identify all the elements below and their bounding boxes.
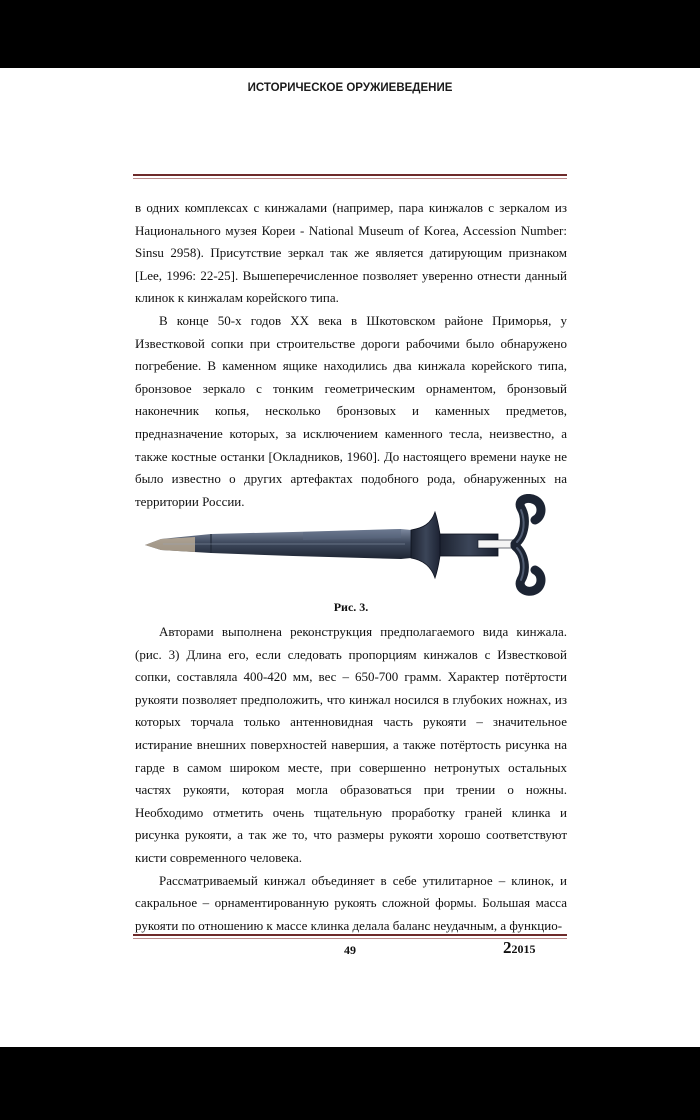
paragraph-continuation: в одних комплексах с кинжалами (например, пара кинжалов с зеркалом из Национального музея Кореи - National Museum of Korea, Accession Number: Sinsu 2958). Присутствие зеркал так же является датирующим признаком [Lee, 1996: 22-25]. Вышеперечисленное позволяет уверенно отнести данный клинок к кинжалам корейского типа. [135,200,567,306]
page-number: 49 [344,943,356,957]
bottom-black-band [0,1047,700,1120]
issue-year: 2015 [511,942,536,956]
footer-rule [133,934,567,936]
issue-number: 2 [503,938,512,957]
footer-rule-thin [133,938,567,939]
text-block-bottom [135,621,567,937]
figure-caption: Рис. 3. [333,600,369,614]
dagger-figure [143,494,573,596]
paragraph-reconstruction: Авторами выполнена реконструкция предполагаемого вида кинжала. (рис. 3) Длина его, если следовать пропорциям кинжалов с Известковой сопки, составляла 400-420 мм, вес – 650-700 грамм. Характер потёртости рукояти позволяет предположить, что кинжал носился в глубоких ножнах, из которых торчала только антенновидная часть рукояти – значительное истирание внешних поверхностей навершия, а также потёртость рисунка на гарде в самом широком месте, при совершенно нетронутых остальных частях рукояти, которая могла образоваться при трении о ножны. Необходимо отметить очень тщательную проработку граней клинка и рисунка рукояти, а так же то, что размеры рукояти хорошо соответствуют кисти современного человека. [135,624,567,865]
paragraph-shkotovo-burial: В конце 50-х годов XX века в Шкотовском районе Приморья, у Известковой сопки при строительстве дороги рабочими было обнаружено погребение. В каменном ящике находились два кинжала корейского типа, бронзовое зеркало с тонким геометрическим орнаментом, бронзовый наконечник копья, несколько бронзовых и каменных предметов, предназначение которых, за исключением каменного тесла, неизвестно, а также костные останки [Окладников, 1960]. До настоящего времени науке не было известно о других артефактах подобного рода, обнаруженных на территории России. [135,312,567,509]
running-header-title: ИСТОРИЧЕСКОЕ ОРУЖИЕВЕДЕНИЕ [247,82,453,94]
dagger-blade [145,529,411,559]
text-block-top [135,197,567,513]
header-rule-thin [133,178,567,179]
top-black-band [0,0,700,68]
dagger-antenna-pommel [515,498,541,591]
paragraph-sacral-hilt: Рассматриваемый кинжал объединяет в себе утилитарное – клинок, и сакральное – орнаментированную рукоять сложной формы. Большая масса рукояти по отношению к массе клинка делала баланс неудачным, а функцио- [135,872,567,933]
dagger-grip [440,534,518,556]
header-rule [133,174,567,176]
dagger-guard [411,512,441,578]
issue-label [503,938,536,958]
